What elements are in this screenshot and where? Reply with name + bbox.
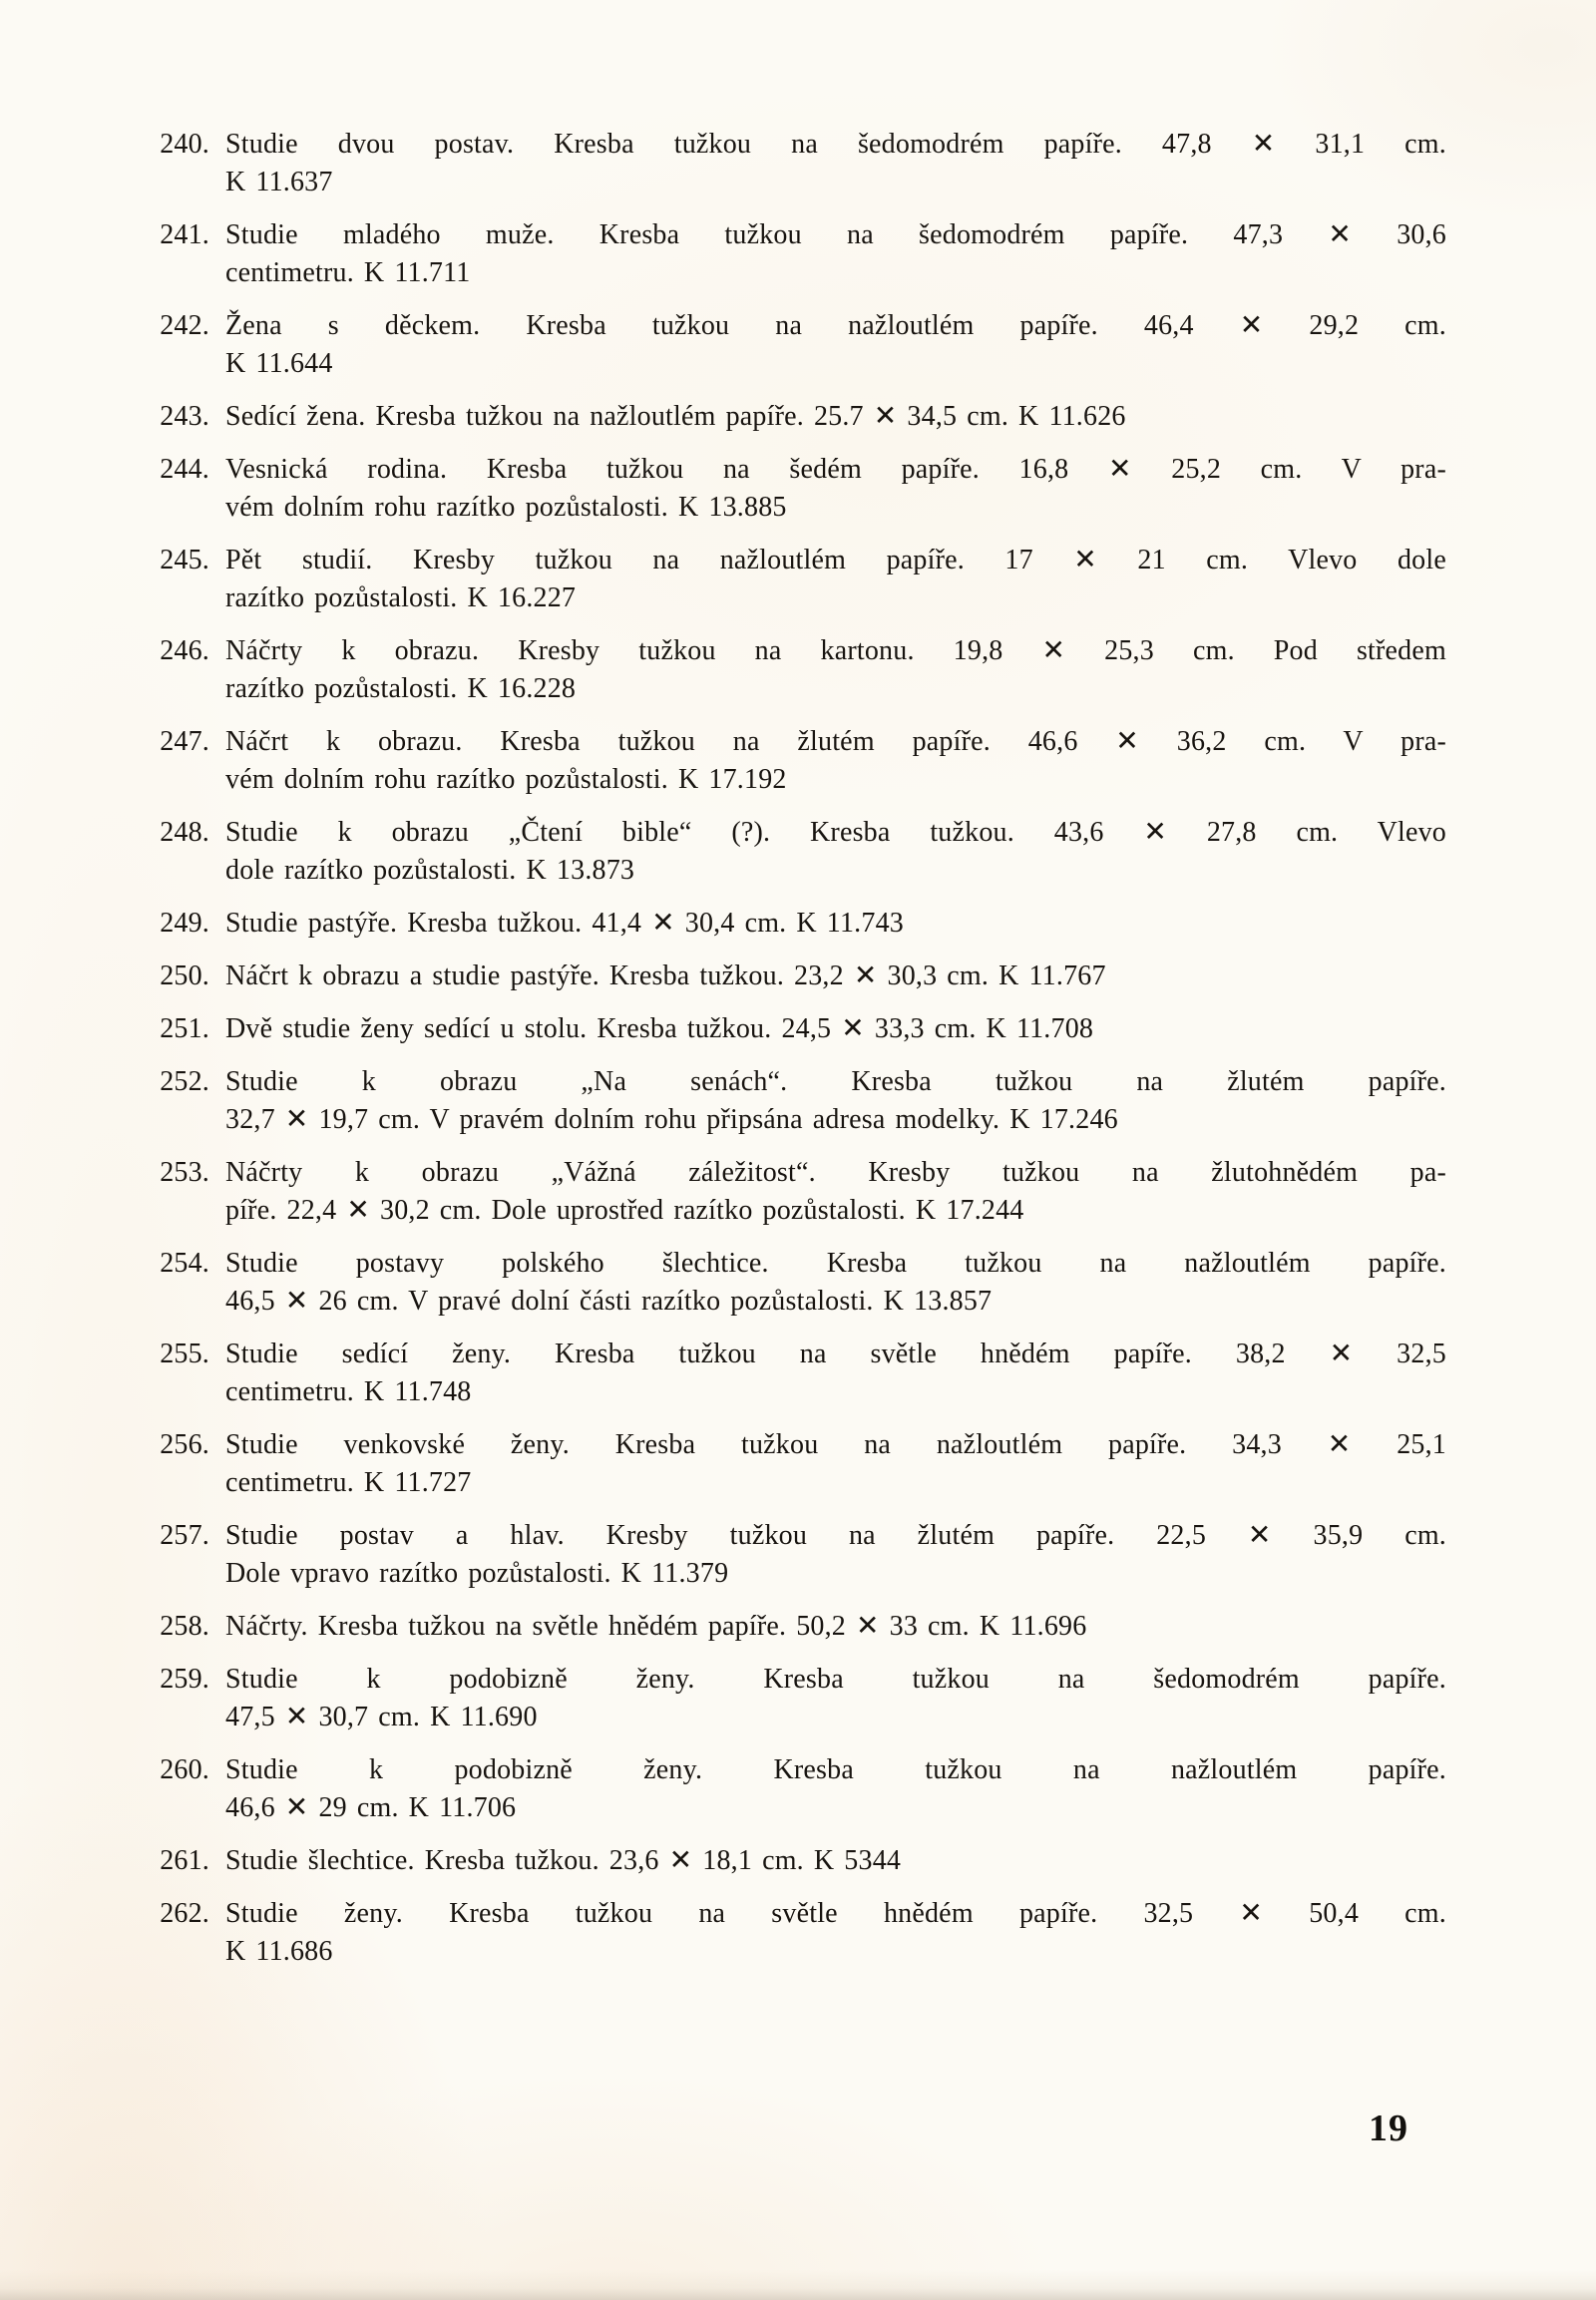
entry-line: Sedící žena. Kresba tužkou na nažloutlém papíře. 25.7 ✕ 34,5 cm. K 11.626 bbox=[225, 401, 1126, 432]
entry-number: 247. bbox=[160, 726, 209, 757]
entry-line: vém dolním rohu razítko pozůstalosti. K 13.885 bbox=[225, 492, 787, 523]
entry-line: Studie k obrazu „Na senách“. Kresba tužkou na žlutém papíře. bbox=[225, 1066, 1446, 1097]
catalog-entry bbox=[152, 1426, 1446, 1502]
entry-text bbox=[225, 1063, 1446, 1139]
entry-text bbox=[225, 958, 1446, 995]
entry-line: Náčrty k obrazu „Vážná záležitost“. Kresby tužkou na žlutohnědém pa- bbox=[225, 1157, 1446, 1188]
entry-number: 242. bbox=[160, 310, 209, 341]
entry-line: Studie pastýře. Kresba tužkou. 41,4 ✕ 30,4 cm. K 11.743 bbox=[225, 908, 904, 939]
catalog-entry bbox=[152, 632, 1446, 708]
catalog-entry bbox=[152, 1063, 1446, 1139]
entry-line: dole razítko pozůstalosti. K 13.873 bbox=[225, 855, 635, 886]
entry-number: 260. bbox=[160, 1754, 209, 1785]
entry-number: 248. bbox=[160, 817, 209, 848]
entry-text bbox=[225, 451, 1446, 527]
entry-line: K 11.644 bbox=[225, 348, 333, 379]
entry-number: 250. bbox=[160, 960, 209, 991]
entry-line: razítko pozůstalosti. K 16.228 bbox=[225, 673, 577, 704]
entry-line: K 11.686 bbox=[225, 1936, 333, 1967]
entry-number: 256. bbox=[160, 1429, 209, 1460]
entry-number: 245. bbox=[160, 545, 209, 575]
entry-line: centimetru. K 11.711 bbox=[225, 257, 471, 288]
entry-line: 32,7 ✕ 19,7 cm. V pravém dolním rohu připsána adresa modelky. K 17.246 bbox=[225, 1104, 1118, 1135]
entry-text bbox=[225, 307, 1446, 383]
entry-number: 254. bbox=[160, 1248, 209, 1279]
entry-line: Studie ženy. Kresba tužkou na světle hnědém papíře. 32,5 ✕ 50,4 cm. bbox=[225, 1898, 1446, 1929]
entry-line: Náčrty. Kresba tužkou na světle hnědém papíře. 50,2 ✕ 33 cm. K 11.696 bbox=[225, 1611, 1087, 1642]
entry-text bbox=[225, 1426, 1446, 1502]
catalog-entry bbox=[152, 451, 1446, 527]
entry-text bbox=[225, 1661, 1446, 1736]
entry-line: razítko pozůstalosti. K 16.227 bbox=[225, 582, 577, 613]
entry-line: Náčrty k obrazu. Kresby tužkou na kartonu. 19,8 ✕ 25,3 cm. Pod středem bbox=[225, 635, 1446, 666]
entry-text bbox=[225, 398, 1446, 436]
entry-text bbox=[225, 1517, 1446, 1593]
catalog-entry bbox=[152, 905, 1446, 943]
catalog-entry bbox=[152, 307, 1446, 383]
entry-number: 244. bbox=[160, 454, 209, 485]
catalog-entry bbox=[152, 958, 1446, 995]
entry-text bbox=[225, 1010, 1446, 1048]
entry-number: 240. bbox=[160, 129, 209, 160]
entry-text bbox=[225, 1245, 1446, 1321]
entry-line: Vesnická rodina. Kresba tužkou na šedém papíře. 16,8 ✕ 25,2 cm. V pra- bbox=[225, 454, 1446, 485]
entry-text bbox=[225, 1336, 1446, 1411]
catalog-entry bbox=[152, 126, 1446, 201]
entry-number: 251. bbox=[160, 1013, 209, 1044]
entry-line: Studie sedící ženy. Kresba tužkou na světle hnědém papíře. 38,2 ✕ 32,5 bbox=[225, 1339, 1446, 1369]
catalog-entry bbox=[152, 1751, 1446, 1827]
entry-number: 258. bbox=[160, 1611, 209, 1642]
entry-line: Studie k obrazu „Čtení bible“ (?). Kresba tužkou. 43,6 ✕ 27,8 cm. Vlevo bbox=[225, 817, 1446, 848]
entry-line: Pět studií. Kresby tužkou na nažloutlém papíře. 17 ✕ 21 cm. Vlevo dole bbox=[225, 545, 1446, 575]
catalog-entry bbox=[152, 1010, 1446, 1048]
entry-text bbox=[225, 905, 1446, 943]
entry-line: Studie k podobizně ženy. Kresba tužkou na nažloutlém papíře. bbox=[225, 1754, 1446, 1785]
catalog-entry bbox=[152, 1895, 1446, 1971]
catalog-entry bbox=[152, 723, 1446, 799]
catalog-entry bbox=[152, 814, 1446, 890]
entry-line: Studie mladého muže. Kresba tužkou na šedomodrém papíře. 47,3 ✕ 30,6 bbox=[225, 219, 1446, 250]
entry-line: centimetru. K 11.727 bbox=[225, 1467, 472, 1498]
entry-line: píře. 22,4 ✕ 30,2 cm. Dole uprostřed razítko pozůstalosti. K 17.244 bbox=[225, 1195, 1024, 1226]
entry-text bbox=[225, 1842, 1446, 1880]
entry-text bbox=[225, 723, 1446, 799]
entry-number: 262. bbox=[160, 1898, 209, 1929]
catalog-entry bbox=[152, 1661, 1446, 1736]
entry-text bbox=[225, 814, 1446, 890]
entry-text bbox=[225, 216, 1446, 292]
entry-line: Žena s děckem. Kresba tužkou na nažloutlém papíře. 46,4 ✕ 29,2 cm. bbox=[225, 310, 1446, 341]
entry-text bbox=[225, 542, 1446, 617]
entry-line: vém dolním rohu razítko pozůstalosti. K 17.192 bbox=[225, 764, 787, 795]
entry-text bbox=[225, 1608, 1446, 1646]
page-number: 19 bbox=[1369, 2108, 1408, 2149]
entry-number: 261. bbox=[160, 1845, 209, 1876]
catalog-entry bbox=[152, 1154, 1446, 1230]
catalog-entry bbox=[152, 216, 1446, 292]
entry-line: Studie k podobizně ženy. Kresba tužkou na šedomodrém papíře. bbox=[225, 1664, 1446, 1695]
entry-line: 46,6 ✕ 29 cm. K 11.706 bbox=[225, 1792, 517, 1823]
catalog-entry bbox=[152, 1336, 1446, 1411]
entry-line: Studie dvou postav. Kresba tužkou na šedomodrém papíře. 47,8 ✕ 31,1 cm. bbox=[225, 129, 1446, 160]
catalog-entry bbox=[152, 1842, 1446, 1880]
entry-line: Dvě studie ženy sedící u stolu. Kresba tužkou. 24,5 ✕ 33,3 cm. K 11.708 bbox=[225, 1013, 1094, 1044]
entry-number: 249. bbox=[160, 908, 209, 939]
entry-number: 255. bbox=[160, 1339, 209, 1369]
entry-text bbox=[225, 126, 1446, 201]
entry-line: 47,5 ✕ 30,7 cm. K 11.690 bbox=[225, 1702, 538, 1732]
entry-text bbox=[225, 1895, 1446, 1971]
entry-number: 252. bbox=[160, 1066, 209, 1097]
entry-number: 246. bbox=[160, 635, 209, 666]
entry-line: Náčrt k obrazu. Kresba tužkou na žlutém papíře. 46,6 ✕ 36,2 cm. V pra- bbox=[225, 726, 1446, 757]
entry-number: 241. bbox=[160, 219, 209, 250]
catalog-page bbox=[152, 126, 1446, 1986]
entry-line: Studie šlechtice. Kresba tužkou. 23,6 ✕ 18,1 cm. K 5344 bbox=[225, 1845, 902, 1876]
catalog-entry bbox=[152, 542, 1446, 617]
entry-line: centimetru. K 11.748 bbox=[225, 1376, 472, 1407]
entry-number: 253. bbox=[160, 1157, 209, 1188]
entry-line: Náčrt k obrazu a studie pastýře. Kresba tužkou. 23,2 ✕ 30,3 cm. K 11.767 bbox=[225, 960, 1106, 991]
entry-line: 46,5 ✕ 26 cm. V pravé dolní části razítko pozůstalosti. K 13.857 bbox=[225, 1286, 993, 1317]
entry-list bbox=[152, 126, 1446, 1971]
entry-line: Studie venkovské ženy. Kresba tužkou na nažloutlém papíře. 34,3 ✕ 25,1 bbox=[225, 1429, 1446, 1460]
entry-text bbox=[225, 1751, 1446, 1827]
catalog-entry bbox=[152, 1245, 1446, 1321]
catalog-entry bbox=[152, 1608, 1446, 1646]
entry-line: K 11.637 bbox=[225, 167, 333, 197]
entry-number: 259. bbox=[160, 1664, 209, 1695]
entry-line: Studie postavy polského šlechtice. Kresba tužkou na nažloutlém papíře. bbox=[225, 1248, 1446, 1279]
entry-text bbox=[225, 632, 1446, 708]
entry-text bbox=[225, 1154, 1446, 1230]
entry-line: Dole vpravo razítko pozůstalosti. K 11.379 bbox=[225, 1558, 729, 1589]
entry-number: 257. bbox=[160, 1520, 209, 1551]
entry-number: 243. bbox=[160, 401, 209, 432]
catalog-entry bbox=[152, 398, 1446, 436]
catalog-entry bbox=[152, 1517, 1446, 1593]
entry-line: Studie postav a hlav. Kresby tužkou na žlutém papíře. 22,5 ✕ 35,9 cm. bbox=[225, 1520, 1446, 1551]
